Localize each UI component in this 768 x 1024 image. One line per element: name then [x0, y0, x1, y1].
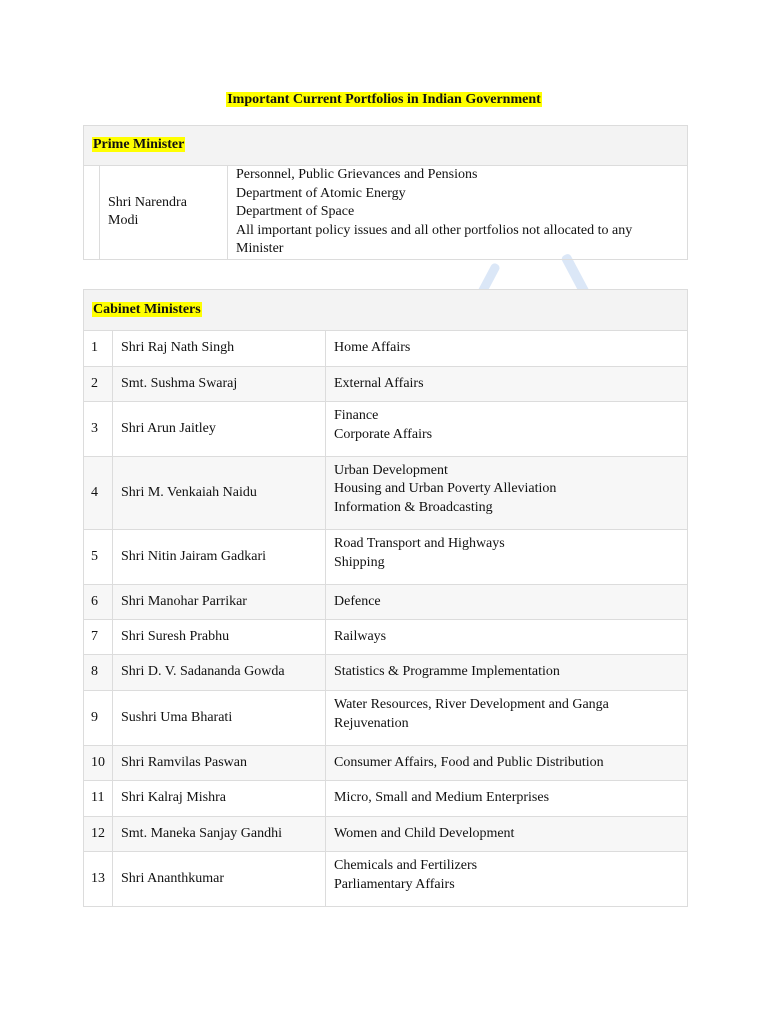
portfolio-line: Consumer Affairs, Food and Public Distribution [334, 754, 604, 770]
portfolio-line: Housing and Urban Poverty Alleviation [334, 481, 557, 497]
portfolio-line: Finance [334, 408, 379, 423]
prime-minister-name: Shri Narendra Modi [100, 166, 228, 260]
minister-portfolios [326, 402, 688, 457]
minister-portfolios [326, 367, 688, 402]
table-row [84, 781, 688, 817]
minister-name: Shri Kalraj Mishra [113, 781, 326, 817]
minister-name: Smt. Sushma Swaraj [113, 367, 326, 402]
portfolio-line: Statistics & Programme Implementation [334, 664, 560, 680]
table-row [84, 530, 688, 585]
minister-name: Shri Ramvilas Paswan [113, 746, 326, 781]
cabinet-header-row [84, 290, 688, 331]
minister-portfolios [326, 655, 688, 691]
minister-number: 10 [84, 746, 113, 781]
minister-number: 9 [84, 691, 113, 746]
pm-portfolio: Department of Atomic Energy [236, 185, 406, 201]
table-row [84, 457, 688, 530]
prime-minister-heading [84, 126, 688, 166]
portfolio-line: Corporate Affairs [334, 426, 433, 442]
minister-name: Shri Arun Jaitley [113, 402, 326, 457]
portfolio-line: External Affairs [334, 375, 424, 391]
minister-name: Shri Nitin Jairam Gadkari [113, 530, 326, 585]
minister-portfolios [326, 331, 688, 367]
minister-name: Smt. Maneka Sanjay Gandhi [113, 817, 326, 852]
prime-minister-table [83, 125, 688, 260]
minister-name: Shri M. Venkaiah Naidu [113, 457, 326, 530]
prime-minister-number-cell [84, 166, 100, 260]
minister-portfolios [326, 817, 688, 852]
table-row [84, 620, 688, 655]
table-row [84, 817, 688, 852]
portfolio-line: Defence [334, 593, 381, 609]
minister-number: 5 [84, 530, 113, 585]
portfolio-line: Information & Broadcasting [334, 499, 493, 515]
minister-name: Shri Suresh Prabhu [113, 620, 326, 655]
table-row [84, 331, 688, 367]
minister-number: 7 [84, 620, 113, 655]
prime-minister-row [84, 166, 688, 260]
minister-portfolios [326, 585, 688, 620]
cabinet-ministers-table [83, 289, 688, 907]
portfolio-line: Water Resources, River Development and Ganga [334, 697, 609, 712]
portfolio-line: Parliamentary Affairs [334, 876, 455, 892]
portfolio-line: Rejuvenation [334, 715, 409, 731]
minister-number: 11 [84, 781, 113, 817]
minister-number: 2 [84, 367, 113, 402]
minister-name: Shri D. V. Sadananda Gowda [113, 655, 326, 691]
minister-name: Shri Manohar Parrikar [113, 585, 326, 620]
minister-name: Sushri Uma Bharati [113, 691, 326, 746]
prime-minister-heading-text: Prime Minister [93, 137, 185, 153]
portfolio-line: Shipping [334, 554, 385, 570]
portfolio-line: Micro, Small and Medium Enterprises [334, 790, 550, 806]
minister-number: 3 [84, 402, 113, 457]
pm-portfolio: Personnel, Public Grievances and Pensions [236, 167, 478, 182]
minister-portfolios [326, 746, 688, 781]
minister-number: 4 [84, 457, 113, 530]
portfolio-line: Urban Development [334, 462, 448, 478]
table-row [84, 585, 688, 620]
portfolio-line: Railways [334, 628, 387, 644]
minister-portfolios [326, 620, 688, 655]
table-row [84, 852, 688, 907]
minister-number: 13 [84, 852, 113, 907]
portfolio-line: Chemicals and Fertilizers [334, 858, 478, 873]
prime-minister-portfolios [228, 166, 688, 260]
minister-portfolios [326, 852, 688, 907]
minister-number: 12 [84, 817, 113, 852]
cabinet-heading [84, 290, 688, 331]
table-row [84, 655, 688, 691]
portfolio-line: Home Affairs [334, 340, 411, 356]
pm-portfolio: Department of Space [236, 204, 355, 219]
minister-portfolios [326, 530, 688, 585]
minister-name: Shri Ananthkumar [113, 852, 326, 907]
minister-number: 8 [84, 655, 113, 691]
cabinet-heading-text: Cabinet Ministers [93, 301, 201, 317]
pm-portfolio: All important policy issues and all other portfolios not allocated to any Minister [236, 222, 633, 256]
table-row [84, 402, 688, 457]
portfolio-line: Road Transport and Highways [334, 536, 505, 551]
minister-portfolios [326, 691, 688, 746]
minister-name: Shri Raj Nath Singh [113, 331, 326, 367]
portfolio-line: Women and Child Development [334, 825, 515, 841]
table-row [84, 746, 688, 781]
page-title [0, 91, 768, 109]
table-row [84, 691, 688, 746]
prime-minister-header-row [84, 126, 688, 166]
table-row [84, 367, 688, 402]
page-title-text: Important Current Portfolios in Indian Government [227, 92, 541, 107]
minister-number: 6 [84, 585, 113, 620]
minister-number: 1 [84, 331, 113, 367]
minister-portfolios [326, 781, 688, 817]
minister-portfolios [326, 457, 688, 530]
